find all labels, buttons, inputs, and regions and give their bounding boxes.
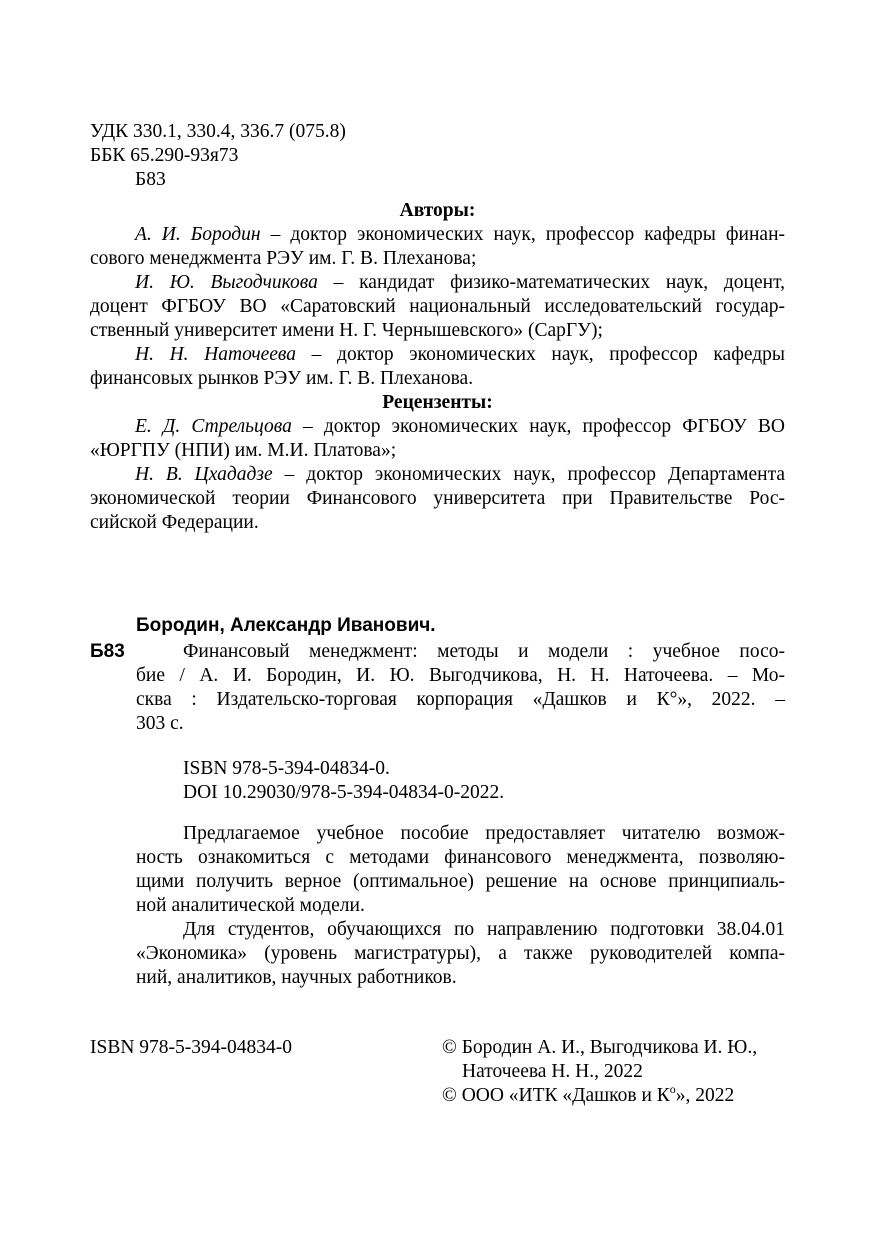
- annotation-p1-line-4: ной аналитической модели.: [136, 895, 365, 916]
- author-2-name: И. Ю. Выгодчикова: [135, 272, 318, 293]
- author-1-line-2: сового менеджмента РЭУ им. Г. В. Плеханова;: [90, 248, 477, 269]
- author-sign-code: Б83: [135, 169, 166, 190]
- contributors-block: [90, 199, 785, 535]
- reviewer-1-line-2: «ЮРГПУ (НПИ) им. М.И. Платова»;: [90, 440, 397, 461]
- reviewer-1-name: Е. Д. Стрельцова: [135, 416, 292, 437]
- record-description: [136, 640, 785, 736]
- footer-copyright: [442, 1036, 757, 1108]
- annotation-p2-line-1: Для студентов, обучающихся по направлению подготовки 38.04.01: [183, 919, 785, 940]
- reviewers-heading: Рецензенты:: [382, 392, 493, 413]
- reviewer-2-line-2: экономической теории Финансового университета при Правительстве Рос-: [90, 488, 785, 509]
- copyright-authors-line-2: Наточеева Н. Н., 2022: [462, 1061, 643, 1082]
- reviewer-2-name: Н. В. Цхададзе: [135, 464, 273, 485]
- annotation-p1-line-2: ность ознакомиться с методами финансового менеджмента, позволяю-: [136, 847, 785, 868]
- author-3-line-1: Н. Н. Наточеева – доктор экономических наук, профессор кафедры: [135, 344, 785, 365]
- author-1-line-1: А. И. Бородин – доктор экономических наук, профессор кафедры финан-: [135, 224, 785, 245]
- author-3-line-2: финансовых рынков РЭУ им. Г. В. Плеханова.: [90, 368, 474, 389]
- reviewer-2-line-3: сийской Федерации.: [90, 512, 259, 533]
- record-line-3: сква : Издательско-торговая корпорация «Дашков и К°», 2022. –: [136, 689, 785, 710]
- record-isbn: ISBN 978-5-394-04834-0.: [183, 758, 390, 779]
- footer-isbn: ISBN 978-5-394-04834-0: [90, 1037, 293, 1058]
- author-2-line-2: доцент ФГБОУ ВО «Саратовский национальный исследовательский государ-: [90, 296, 785, 317]
- author-1-name: А. И. Бородин: [135, 224, 261, 245]
- annotation-p2-line-3: ний, аналитиков, научных работников.: [136, 967, 457, 988]
- record-identifiers: [183, 757, 504, 805]
- author-3-name: Н. Н. Наточеева: [135, 344, 297, 365]
- record-line-4: 303 с.: [136, 713, 184, 734]
- copyright-publisher: © ООО «ИТК «Дашков и $К^о$», 2022: [442, 1082, 735, 1106]
- record-author-heading: Бородин, Александр Иванович.: [136, 615, 436, 636]
- reviewer-2-line-1: Н. В. Цхададзе – доктор экономических наук, профессор Департамента: [135, 464, 785, 485]
- annotation-p1-line-3: щими получить верное (оптимальное) решение на основе принципиаль-: [136, 871, 785, 892]
- annotation-p1-line-1: Предлагаемое учебное пособие предоставляет читателю возмож-: [183, 823, 785, 844]
- bbk-code: ББК 65.290-93я73: [90, 145, 239, 166]
- annotation-p2-line-2: «Экономика» (уровень магистратуры), а также руководителей компа-: [136, 943, 785, 964]
- author-2-line-3: ственный университет имени Н. Г. Чернышевского» (СарГУ);: [90, 320, 603, 341]
- copyright-authors-line-1: © Бородин А. И., Выгодчикова И. Ю.,: [442, 1037, 758, 1058]
- record-line-2: бие / А. И. Бородин, И. Ю. Выгодчикова, Н. Н. Наточеева. – Мо-: [136, 665, 785, 686]
- authors-heading: Авторы:: [399, 200, 476, 221]
- record-sign-code: Б83: [90, 641, 125, 662]
- classification-block: [90, 120, 346, 192]
- record-line-1: Финансовый менеджмент: методы и модели : учебное посо-: [183, 641, 785, 662]
- reviewer-1-line-1: Е. Д. Стрельцова – доктор экономических наук, профессор ФГБОУ ВО: [135, 416, 785, 437]
- author-2-line-1: И. Ю. Выгодчикова – кандидат физико-математических наук, доцент,: [135, 272, 786, 293]
- record-doi: DOI 10.29030/978-5-394-04834-0-2022.: [183, 782, 505, 803]
- udk-code: УДК 330.1, 330.4, 336.7 (075.8): [90, 121, 346, 142]
- annotation-block: [136, 822, 785, 990]
